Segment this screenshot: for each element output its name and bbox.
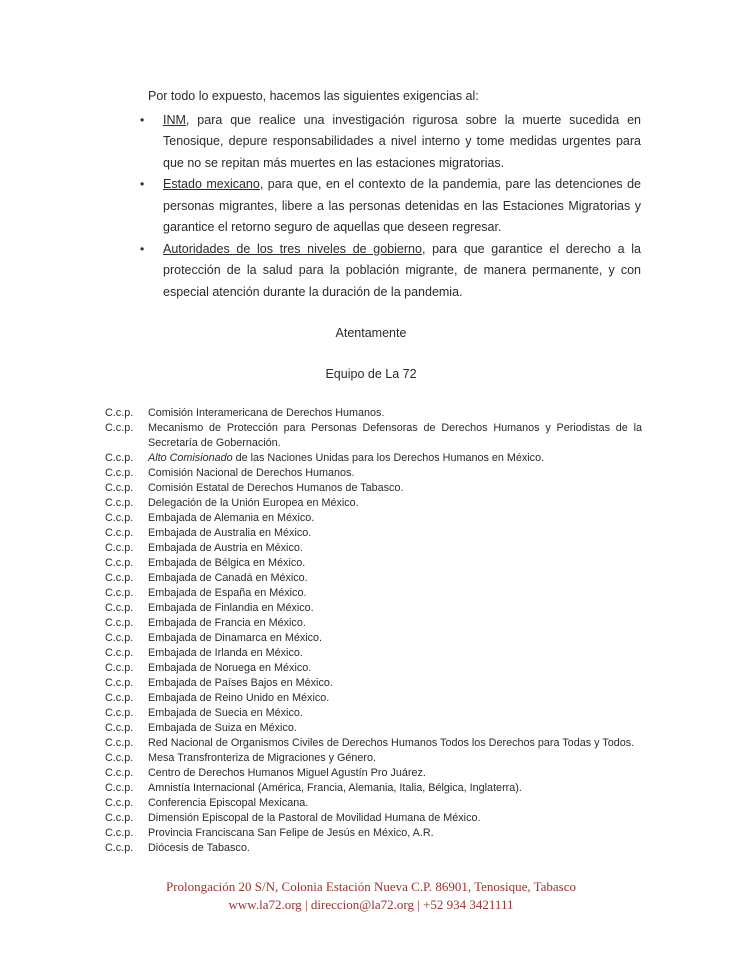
ccp-recipient (148, 751, 642, 766)
ccp-recipient-text: Dimensión Episcopal de la Pastoral de Movilidad Humana de México. (148, 812, 481, 824)
ccp-row (105, 676, 742, 691)
ccp-row (105, 736, 742, 751)
bullet-rest: , para que garantice el derecho a la protección de la salud para la población migrante, de manera permanente, y con especial atención durante la duración de la pandemia. (163, 241, 641, 299)
ccp-label: C.c.p. (105, 722, 134, 734)
ccp-label: C.c.p. (105, 692, 134, 704)
ccp-recipient-text: Red Nacional de Organismos Civiles de Derechos Humanos Todos los Derechos para Todas y Todos. (148, 737, 635, 749)
ccp-recipient-text: Embajada de Dinamarca en México. (148, 632, 323, 644)
ccp-recipient-text: Embajada de Suecia en México. (148, 707, 303, 719)
ccp-row (105, 421, 742, 451)
ccp-label: C.c.p. (105, 782, 134, 794)
ccp-label: C.c.p. (105, 587, 134, 599)
ccp-recipient (148, 796, 642, 811)
bullet-rest: , para que realice una investigación rigurosa sobre la muerte sucedida en Tenosique, depure responsabilidades a nivel interno y tome medidas urgentes para que no se repitan más muertes en las estaciones migratorias. (163, 112, 641, 170)
ccp-row (105, 691, 742, 706)
ccp-row (105, 796, 742, 811)
ccp-label: C.c.p. (105, 677, 134, 689)
ccp-label: C.c.p. (105, 842, 134, 854)
ccp-recipient-text: Comisión Estatal de Derechos Humanos de Tabasco. (148, 482, 404, 494)
demands-bullet-list (0, 110, 742, 304)
bullet-dot-icon: • (140, 177, 145, 191)
letter-body (0, 86, 742, 856)
ccp-recipient (148, 466, 642, 481)
ccp-recipient (148, 631, 642, 646)
ccp-row (105, 721, 742, 736)
ccp-recipient (148, 526, 642, 541)
ccp-recipient (148, 841, 642, 856)
bullet-text (163, 174, 641, 239)
bullet-text (163, 110, 641, 175)
ccp-recipient (148, 586, 642, 601)
ccp-label: C.c.p. (105, 542, 134, 554)
ccp-row (105, 466, 742, 481)
ccp-recipient-text: Comisión Nacional de Derechos Humanos. (148, 467, 355, 479)
ccp-row (105, 481, 742, 496)
ccp-row (105, 766, 742, 781)
ccp-recipient-text: de las Naciones Unidas para los Derechos Humanos en México. (232, 452, 545, 464)
ccp-recipient (148, 481, 642, 496)
ccp-label: C.c.p. (105, 422, 134, 434)
ccp-recipient-text: Diócesis de Tabasco. (148, 842, 250, 854)
ccp-row (105, 631, 742, 646)
footer-address-line: Prolongación 20 S/N, Colonia Estación Nueva C.P. 86901, Tenosique, Tabasco (165, 879, 577, 894)
ccp-recipient-text: Embajada de Suiza en México. (148, 722, 297, 734)
ccp-label: C.c.p. (105, 662, 134, 674)
ccp-recipient-text: Embajada de Bélgica en México. (148, 557, 306, 569)
ccp-recipient (148, 736, 642, 751)
ccp-recipient (148, 721, 642, 736)
ccp-recipient (148, 646, 642, 661)
ccp-recipient-italic-lead: Alto Comisionado (148, 452, 233, 464)
ccp-label: C.c.p. (105, 737, 134, 749)
ccp-recipient (148, 406, 642, 421)
footer-contact-block (0, 878, 742, 914)
ccp-recipient (148, 766, 642, 781)
ccp-recipient-text: Conferencia Episcopal Mexicana. (148, 797, 309, 809)
bullet-lead-underlined: INM (163, 112, 186, 127)
ccp-recipient (148, 556, 642, 571)
ccp-recipient-text: Embajada de Canadá en México. (148, 572, 308, 584)
ccp-recipient (148, 661, 642, 676)
bullet-lead-underlined: Estado mexicano (163, 177, 260, 191)
bullet-rest: , para que, en el contexto de la pandemia, pare las detenciones de personas migrantes, libere a las personas detenidas en las Estaciones Migratorias y garantice el retorno seguro de aquellas que deseen regresar. (163, 177, 641, 234)
ccp-label: C.c.p. (105, 527, 134, 539)
ccp-recipient (148, 781, 642, 796)
ccp-recipient-text: Amnistía Internacional (América, Francia, Alemania, Italia, Bélgica, Inglaterra). (148, 782, 522, 794)
bullet-lead-underlined: Autoridades de los tres niveles de gobierno (163, 241, 422, 256)
ccp-recipient (148, 706, 642, 721)
ccp-label: C.c.p. (105, 767, 134, 779)
ccp-label: C.c.p. (105, 557, 134, 569)
ccp-label: C.c.p. (105, 617, 134, 629)
ccp-recipient-text: Embajada de Francia en México. (148, 617, 306, 629)
ccp-row (105, 406, 742, 421)
ccp-label: C.c.p. (105, 407, 134, 419)
ccp-recipient (148, 511, 642, 526)
ccp-recipient (148, 601, 642, 616)
ccp-recipient (148, 421, 642, 451)
ccp-label: C.c.p. (105, 707, 134, 719)
ccp-recipient-text: Embajada de Austria en México. (148, 542, 303, 554)
intro-paragraph: Por todo lo expuesto, hacemos las siguientes exigencias al: (148, 89, 479, 103)
ccp-label: C.c.p. (105, 512, 134, 524)
ccp-recipient-text: Centro de Derechos Humanos Miguel Agustín Pro Juárez. (148, 767, 426, 779)
ccp-row (105, 541, 742, 556)
ccp-recipient-text: Embajada de Reino Unido en México. (148, 692, 330, 704)
ccp-recipient-text: Mesa Transfronteriza de Migraciones y Género. (148, 752, 377, 764)
ccp-recipient (148, 541, 642, 556)
ccp-row (105, 511, 742, 526)
ccp-row (105, 826, 742, 841)
ccp-label: C.c.p. (105, 467, 134, 479)
closing-atentamente: Atentamente (335, 326, 407, 340)
ccp-recipient-text: Mecanismo de Protección para Personas Defensoras de Derechos Humanos y Periodistas de la Secretaría de Gobernación. (148, 422, 642, 449)
ccp-recipient-text: Provincia Franciscana San Felipe de Jesús en México, A.R. (148, 827, 434, 839)
ccp-recipient-text: Embajada de Finlandia en México. (148, 602, 314, 614)
ccp-row (105, 751, 742, 766)
ccp-label: C.c.p. (105, 797, 134, 809)
ccp-recipient-text: Embajada de España en México. (148, 587, 307, 599)
ccp-recipient (148, 451, 642, 466)
bullet-dot-icon: • (140, 241, 145, 256)
ccp-label: C.c.p. (105, 632, 134, 644)
ccp-label: C.c.p. (105, 497, 134, 509)
ccp-recipient-text: Delegación de la Unión Europea en México. (148, 497, 359, 509)
ccp-row (105, 646, 742, 661)
ccp-row (105, 556, 742, 571)
ccp-list (0, 406, 742, 856)
ccp-row (105, 496, 742, 511)
ccp-row (105, 781, 742, 796)
ccp-row (105, 526, 742, 541)
ccp-row (105, 841, 742, 856)
ccp-row (105, 571, 742, 586)
ccp-recipient (148, 826, 642, 841)
ccp-label: C.c.p. (105, 482, 134, 494)
ccp-recipient-text: Embajada de Noruega en México. (148, 662, 312, 674)
ccp-recipient (148, 691, 642, 706)
ccp-recipient (148, 811, 642, 826)
ccp-row (105, 451, 742, 466)
ccp-row (105, 586, 742, 601)
bullet-item-inm (140, 110, 742, 175)
ccp-label: C.c.p. (105, 827, 134, 839)
ccp-label: C.c.p. (105, 647, 134, 659)
ccp-row (105, 661, 742, 676)
ccp-recipient-text: Embajada de Países Bajos en México. (148, 677, 333, 689)
ccp-label: C.c.p. (105, 752, 134, 764)
ccp-recipient-text: Comisión Interamericana de Derechos Humanos. (148, 407, 385, 419)
ccp-label: C.c.p. (105, 812, 134, 824)
signature-equipo: Equipo de La 72 (325, 366, 417, 381)
ccp-recipient (148, 571, 642, 586)
ccp-recipient (148, 496, 642, 511)
ccp-recipient (148, 616, 642, 631)
ccp-row (105, 616, 742, 631)
ccp-row (105, 811, 742, 826)
bullet-item-estado-mexicano (140, 174, 742, 239)
ccp-recipient-text: Embajada de Irlanda en México. (148, 647, 303, 659)
ccp-label: C.c.p. (105, 572, 134, 584)
ccp-recipient (148, 676, 642, 691)
bullet-dot-icon: • (140, 112, 145, 127)
ccp-recipient-text: Embajada de Alemania en México. (148, 512, 315, 524)
ccp-row (105, 601, 742, 616)
footer-web-phone-line: www.la72.org | direccion@la72.org | +52 934 3421111 (228, 897, 514, 912)
ccp-label: C.c.p. (105, 602, 134, 614)
bullet-text (163, 239, 641, 304)
bullet-item-autoridades (140, 239, 742, 304)
ccp-label: C.c.p. (105, 452, 134, 464)
ccp-row (105, 706, 742, 721)
ccp-recipient-text: Embajada de Australia en México. (148, 527, 312, 539)
